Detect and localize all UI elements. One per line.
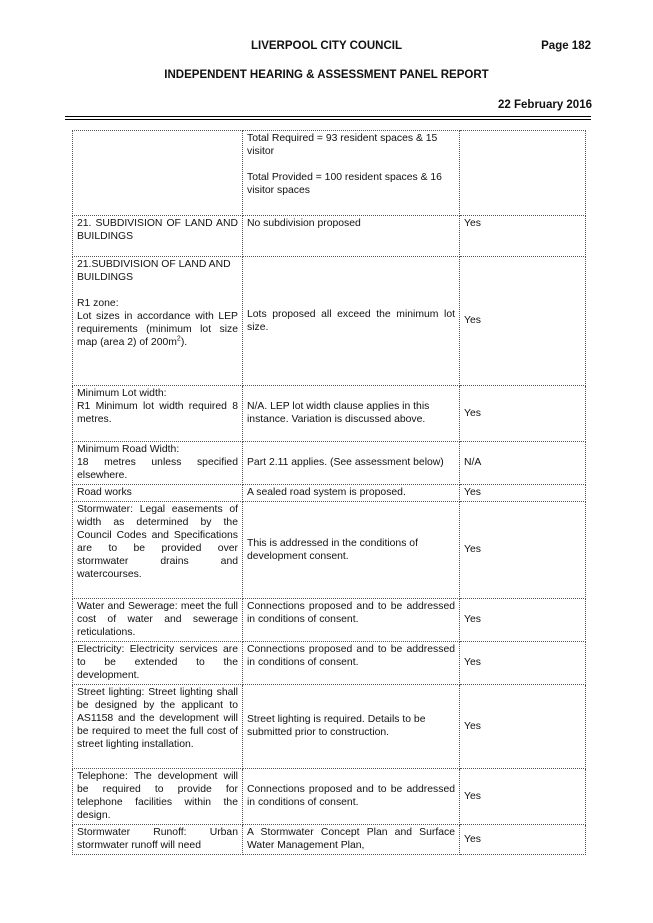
compliance-cell: Yes (460, 599, 586, 642)
requirement-cell (73, 769, 243, 825)
proposal-text: Street lighting is required. Details to be submitted prior to construction. (247, 714, 426, 738)
requirement-cell (73, 825, 243, 855)
requirement-text: Water and Sewerage: meet the full cost of water and sewerage reticulations. (77, 601, 238, 638)
proposal-cell (243, 685, 460, 769)
requirement-cell (73, 685, 243, 769)
compliance-table (72, 130, 586, 855)
compliance-cell: N/A (460, 442, 586, 485)
parking-required-text: Total Required = 93 resident spaces & 15 visitor (247, 133, 438, 157)
requirement-heading: Minimum Road Width: (77, 444, 180, 455)
proposal-text: Connections proposed and to be addressed in conditions of consent. (247, 601, 455, 625)
requirement-cell (73, 216, 243, 257)
report-title: INDEPENDENT HEARING & ASSESSMENT PANEL REPORT (164, 69, 489, 81)
proposal-cell (243, 502, 460, 599)
proposal-text: Lots proposed all exceed the minimum lot size. (247, 308, 455, 333)
table-row (73, 386, 586, 442)
proposal-text: Part 2.11 applies. (See assessment below) (247, 457, 444, 468)
compliance-cell (460, 131, 586, 216)
table-row (73, 642, 586, 685)
proposal-text: A sealed road system is proposed. (247, 487, 406, 498)
requirement-cell (73, 502, 243, 599)
table-row (73, 685, 586, 769)
table-row (73, 442, 586, 485)
requirement-cell (73, 442, 243, 485)
council-name: LIVERPOOL CITY COUNCIL (250, 40, 402, 52)
table-row (73, 502, 586, 599)
report-date: 22 February 2016 (498, 99, 592, 111)
requirement-text: Stormwater: Legal easements of width as determined by the Council Codes and Specifications are to be provided over stormwater drains and watercourses. (77, 504, 238, 580)
compliance-cell: Yes (460, 685, 586, 769)
requirement-heading: 21.SUBDIVISION OF LAND AND BUILDINGS (77, 259, 231, 283)
proposal-cell (243, 825, 460, 855)
zone-label: R1 zone: (77, 298, 119, 309)
proposal-text: No subdivision proposed (247, 218, 361, 229)
requirement-cell (73, 386, 243, 442)
proposal-text: A Stormwater Concept Plan and Surface Water Management Plan, (247, 827, 455, 851)
proposal-cell (243, 485, 460, 502)
proposal-cell (243, 599, 460, 642)
requirement-text: 21. SUBDIVISION OF LAND AND BUILDINGS (77, 218, 238, 242)
compliance-cell: Yes (460, 485, 586, 502)
requirement-text: Electricity: Electricity services are to be extended to the development. (77, 644, 238, 681)
proposal-cell (243, 442, 460, 485)
table-row (73, 131, 586, 216)
compliance-cell: Yes (460, 502, 586, 599)
compliance-cell: Yes (460, 216, 586, 257)
requirement-cell (73, 599, 243, 642)
compliance-cell: Yes (460, 769, 586, 825)
proposal-text: This is addressed in the conditions of development consent. (247, 537, 418, 562)
requirement-text: R1 Minimum lot width required 8 metres. (77, 401, 238, 425)
table-row (73, 257, 586, 386)
requirement-text: Lot sizes in accordance with LEP requirements (minimum lot size map (area 2) of $200m^2$). (77, 311, 238, 348)
requirement-heading: Minimum Lot width: (77, 388, 167, 399)
page-number: Page 182 (541, 40, 591, 52)
requirement-text: 18 metres unless specified elsewhere. (77, 457, 238, 481)
proposal-cell (243, 642, 460, 685)
proposal-cell (243, 386, 460, 442)
table-row (73, 825, 586, 855)
compliance-cell: Yes (460, 386, 586, 442)
parking-provided-text: Total Provided = 100 resident spaces & 16 visitor spaces (247, 172, 442, 196)
requirement-cell (73, 485, 243, 502)
requirement-cell (73, 642, 243, 685)
proposal-text: N/A. LEP lot width clause applies in this instance. Variation is discussed above. (247, 401, 430, 425)
proposal-text: Connections proposed and to be addressed in conditions of consent. (247, 644, 455, 668)
table-row (73, 769, 586, 825)
requirement-text: Street lighting: Street lighting shall be designed by the applicant to AS1158 and the development will be required to meet the full cost of street lighting installation. (77, 687, 238, 750)
proposal-text: Connections proposed and to be addressed in conditions of consent. (247, 784, 455, 808)
proposal-cell (243, 216, 460, 257)
requirement-text: Road works (77, 487, 132, 498)
table-row (73, 216, 586, 257)
header-rule-bottom (65, 119, 591, 120)
requirement-cell (73, 131, 243, 216)
proposal-cell (243, 131, 460, 216)
header-rule-top (65, 116, 591, 117)
requirement-cell (73, 257, 243, 386)
proposal-cell (243, 769, 460, 825)
compliance-cell: Yes (460, 825, 586, 855)
table-row (73, 485, 586, 502)
table-row (73, 599, 586, 642)
proposal-cell (243, 257, 460, 386)
requirement-text: Telephone: The development will be required to provide for telephone facilities within the design. (77, 771, 238, 821)
compliance-cell: Yes (460, 642, 586, 685)
requirement-text: Stormwater Runoff: Urban stormwater runoff will need (77, 827, 238, 851)
compliance-cell: Yes (460, 257, 586, 386)
